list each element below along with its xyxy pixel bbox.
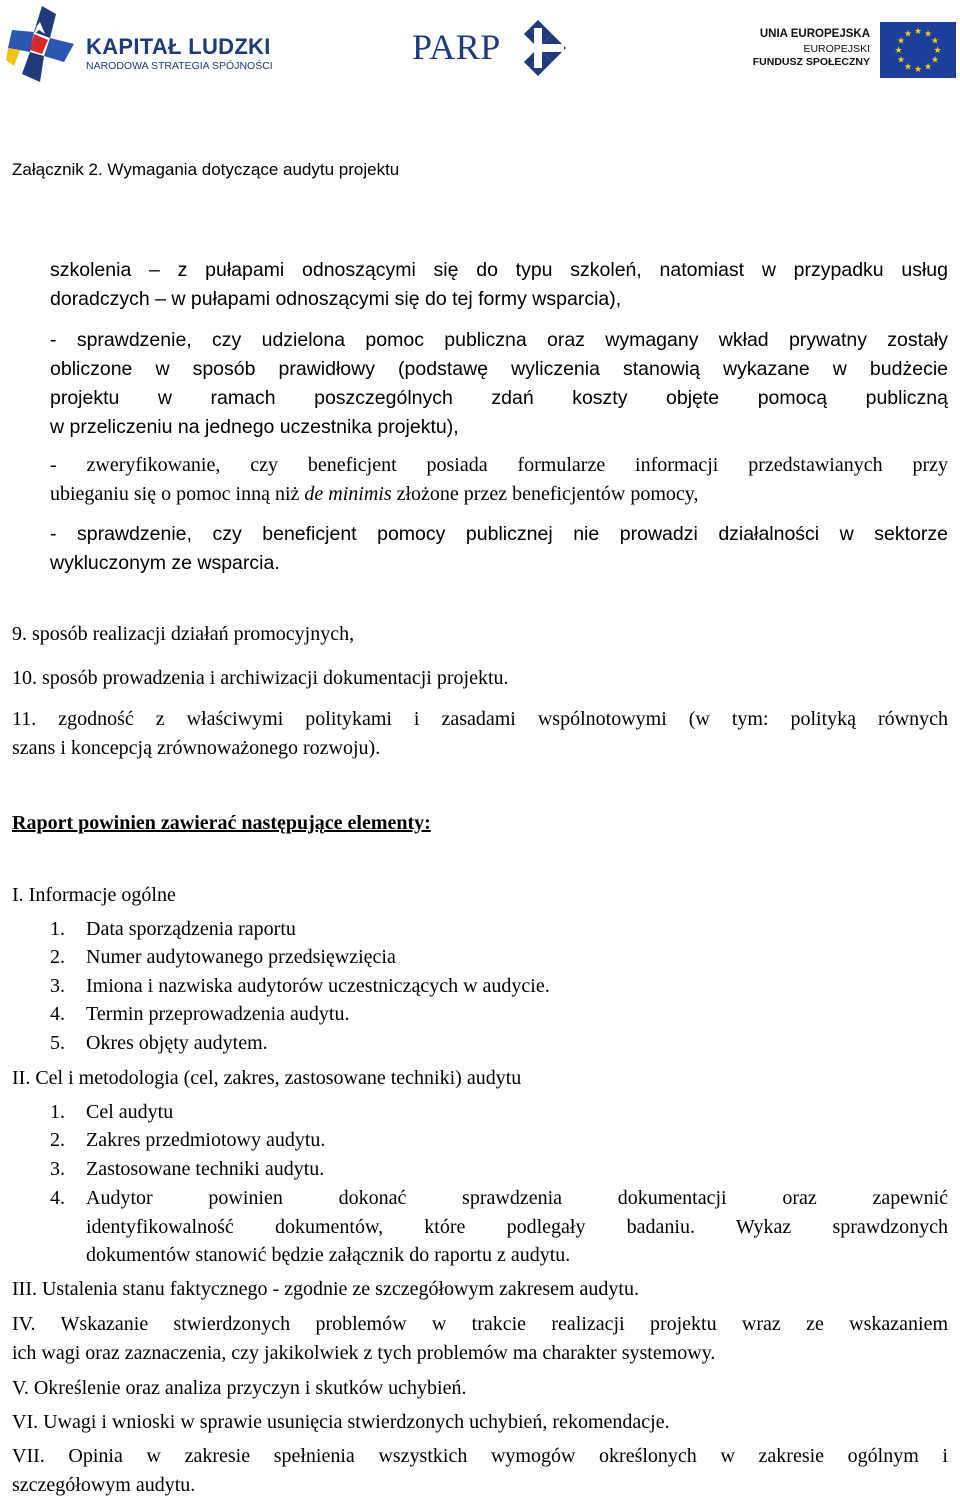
list-item: Cel audytu <box>86 1101 174 1123</box>
list-item: Termin przeprowadzenia audytu. <box>86 1003 350 1025</box>
parp-emblem <box>508 18 570 78</box>
list-number: 4. <box>50 1003 65 1025</box>
svg-text:★: ★ <box>903 62 913 73</box>
list-number: 5. <box>50 1032 65 1054</box>
parp-text: PARP <box>412 27 501 67</box>
paragraph-sector-check <box>50 520 948 578</box>
eu-logo <box>740 16 956 86</box>
svg-text:★: ★ <box>923 29 933 40</box>
kapital-ludzki-emblem <box>4 4 84 92</box>
svg-text:★: ★ <box>894 46 903 56</box>
list-number: 3. <box>50 1158 65 1180</box>
paragraph-line: projektu w ramach poszczególnych zdań koszty objęte pomocą publiczną <box>50 387 948 409</box>
kapital-ludzki-logo <box>4 4 274 92</box>
paragraph-line: Audytor powinien dokonać sprawdzenia dokumentacji oraz zapewnić <box>86 1187 948 1209</box>
point-9: 9. sposób realizacji działań promocyjnych, <box>12 623 355 645</box>
svg-text:★: ★ <box>913 65 923 75</box>
paragraph-line: doradczych – w pułapami odnoszącymi się do tej formy wsparcia), <box>50 288 622 310</box>
section-7 <box>12 1442 948 1500</box>
report-heading: Raport powinien zawierać następujące elementy: <box>12 812 431 834</box>
list-item: Data sporządzenia raportu <box>86 918 296 940</box>
svg-text:★: ★ <box>903 29 913 40</box>
list-number: 2. <box>50 946 65 968</box>
svg-text:★: ★ <box>913 27 923 37</box>
svg-text:★: ★ <box>896 36 906 47</box>
paragraph-line: ich wagi oraz zaznaczenia, czy jakikolwiek z tych problemów ma charakter systemowy. <box>12 1342 716 1364</box>
svg-text:★: ★ <box>896 55 906 66</box>
paragraph-line: - sprawdzenie, czy udzielona pomoc publiczna oraz wymagany wkład prywatny zostały <box>50 329 948 351</box>
list-item: Numer audytowanego przedsięwzięcia <box>86 946 396 968</box>
svg-text:★: ★ <box>930 55 940 66</box>
paragraph-verification <box>50 451 948 509</box>
eu-logo-line1: UNIA EUROPEJSKA <box>759 28 870 40</box>
list-item: Zakres przedmiotowy audytu. <box>86 1129 326 1151</box>
svg-text:★: ★ <box>930 36 940 47</box>
paragraph-text: ubieganiu się o pomoc inną niż <box>50 483 305 505</box>
paragraph-text: złożone przez beneficjentów pomocy, <box>391 483 699 505</box>
kapital-ludzki-title: KAPITAŁ LUDZKI <box>86 34 271 59</box>
list-item: Imiona i nazwiska audytorów uczestniczących w audycie. <box>86 975 550 997</box>
section-5: V. Określenie oraz analiza przyczyn i skutków uchybień. <box>12 1377 467 1399</box>
paragraph-line: VII. Opinia w zakresie spełnienia wszystkich wymogów określonych w zakresie ogólnym i <box>12 1445 948 1467</box>
paragraph-line: dokumentów stanowić będzie załącznik do raportu z audytu. <box>86 1244 571 1266</box>
paragraph-limits <box>50 256 948 314</box>
list-item-auditor <box>86 1184 948 1270</box>
section-6: VI. Uwagi i wnioski w sprawie usunięcia stwierdzonych uchybień, rekomendacje. <box>12 1411 670 1433</box>
paragraph-line: szans i koncepcją zrównoważonego rozwoju). <box>12 737 381 759</box>
kapital-ludzki-subtitle: NARODOWA STRATEGIA SPÓJNOŚCI <box>86 60 273 72</box>
list-number: 4. <box>50 1187 65 1209</box>
annex-title: Załącznik 2. Wymagania dotyczące audytu projektu <box>12 160 400 179</box>
list-number: 1. <box>50 1101 65 1123</box>
point-11 <box>12 705 948 763</box>
paragraph-line: szkolenia – z pułapami odnoszącymi się do typu szkoleń, natomiast w przypadku usług <box>50 259 948 281</box>
paragraph-line: w przeliczeniu na jednego uczestnika projektu), <box>50 416 459 438</box>
section-4 <box>12 1310 948 1368</box>
paragraph-line: - zweryfikowanie, czy beneficjent posiada formularze informacji przedstawianych przy <box>50 454 948 476</box>
section-2-title: II. Cel i metodologia (cel, zakres, zastosowane techniki) audytu <box>12 1067 522 1089</box>
paragraph-line: identyfikowalność dokumentów, które podlegały badaniu. Wykaz sprawdzonych <box>86 1215 948 1238</box>
list-number: 2. <box>50 1129 65 1151</box>
list-number: 3. <box>50 975 65 997</box>
section-3: III. Ustalenia stanu faktycznego - zgodnie ze szczegółowym zakresem audytu. <box>12 1278 639 1300</box>
paragraph-line: obliczone w sposób prawidłowy (podstawę wyliczenia stanowią wykazane w budżecie <box>50 358 948 380</box>
list-number: 1. <box>50 918 65 940</box>
paragraph-line: - sprawdzenie, czy beneficjent pomocy publicznej nie prowadzi działalności w sektorze <box>50 523 948 545</box>
list-item: Zastosowane techniki audytu. <box>86 1158 325 1180</box>
eu-logo-line3: FUNDUSZ SPOŁECZNY <box>752 56 870 68</box>
paragraph-line <box>50 480 948 509</box>
paragraph-line: szczegółowym audytu. <box>12 1474 196 1496</box>
eu-flag-icon <box>880 22 956 78</box>
de-minimis-italic: de minimis <box>304 483 392 505</box>
point-10: 10. sposób prowadzenia i archiwizacji dokumentacji projektu. <box>12 667 509 689</box>
svg-text:★: ★ <box>923 62 933 73</box>
eu-logo-line2: EUROPEJSKI <box>803 43 870 55</box>
svg-text:★: ★ <box>933 46 942 56</box>
paragraph-line: 11. zgodność z właściwymi politykami i zasadami wspólnotowymi (w tym: polityką równych <box>12 708 948 730</box>
paragraph-line: wykluczonym ze wsparcia. <box>50 552 280 574</box>
paragraph-public-aid <box>50 326 948 442</box>
section-1-title: I. Informacje ogólne <box>12 884 176 906</box>
paragraph-line: IV. Wskazanie stwierdzonych problemów w trakcie realizacji projektu wraz ze wskazaniem <box>12 1313 948 1335</box>
parp-logo <box>412 18 572 78</box>
list-item: Okres objęty audytem. <box>86 1032 268 1054</box>
